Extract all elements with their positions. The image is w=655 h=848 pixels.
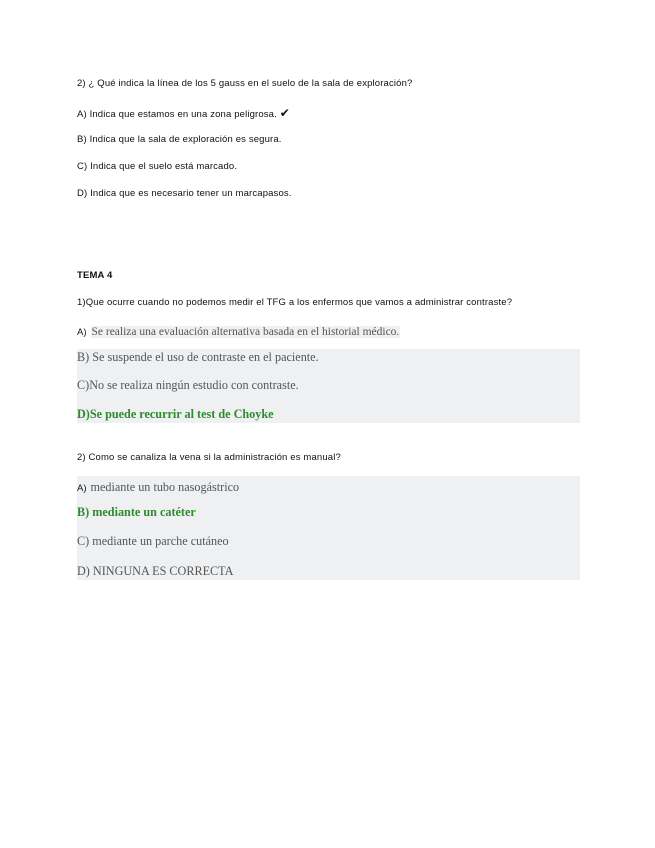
question-2-option-c: C) Indica que el suelo está marcado. bbox=[77, 161, 238, 172]
option-a-text: Se realiza una evaluación alternativa basada en el historial médico. bbox=[91, 326, 400, 338]
tema4-question-1-option-a bbox=[77, 322, 400, 340]
tema4-question-2-title: 2) Como se canaliza la vena si la administración es manual? bbox=[77, 452, 341, 463]
tema4-question-2-option-c: C) mediante un parche cutáneo bbox=[77, 534, 229, 548]
question-2-title: 2) ¿ Qué indica la línea de los 5 gauss en el suelo de la sala de exploración? bbox=[77, 78, 413, 89]
question-2-option-d: D) Indica que es necesario tener un marcapasos. bbox=[77, 188, 292, 199]
tema4-question-2-option-d: D) NINGUNA ES CORRECTA bbox=[77, 564, 234, 578]
question-2-option-a bbox=[77, 106, 290, 120]
option-a-text: A) Indica que estamos en una zona peligrosa. bbox=[77, 109, 277, 120]
check-mark-icon: ✔ bbox=[279, 106, 290, 120]
option-a-prefix: A) bbox=[77, 327, 87, 338]
tema4-question-1-option-b: B) Se suspende el uso de contraste en el paciente. bbox=[77, 350, 319, 364]
tema4-question-1-title: 1)Que ocurre cuando no podemos medir el TFG a los enfermos que vamos a administrar contraste? bbox=[77, 297, 513, 308]
question-2-option-b: B) Indica que la sala de exploración es segura. bbox=[77, 134, 282, 145]
tema4-question-2-option-b-correct: B) mediante un catéter bbox=[77, 505, 196, 519]
tema4-question-1-option-d-correct: D)Se puede recurrir al test de Choyke bbox=[77, 407, 274, 421]
option-a-prefix: A) bbox=[77, 483, 87, 494]
tema4-question-2-option-a bbox=[77, 478, 239, 496]
section-heading: TEMA 4 bbox=[77, 270, 113, 281]
tema4-question-1-option-c: C)No se realiza ningún estudio con contraste. bbox=[77, 378, 299, 392]
option-a-text: mediante un tubo nasogástrico bbox=[90, 480, 240, 494]
